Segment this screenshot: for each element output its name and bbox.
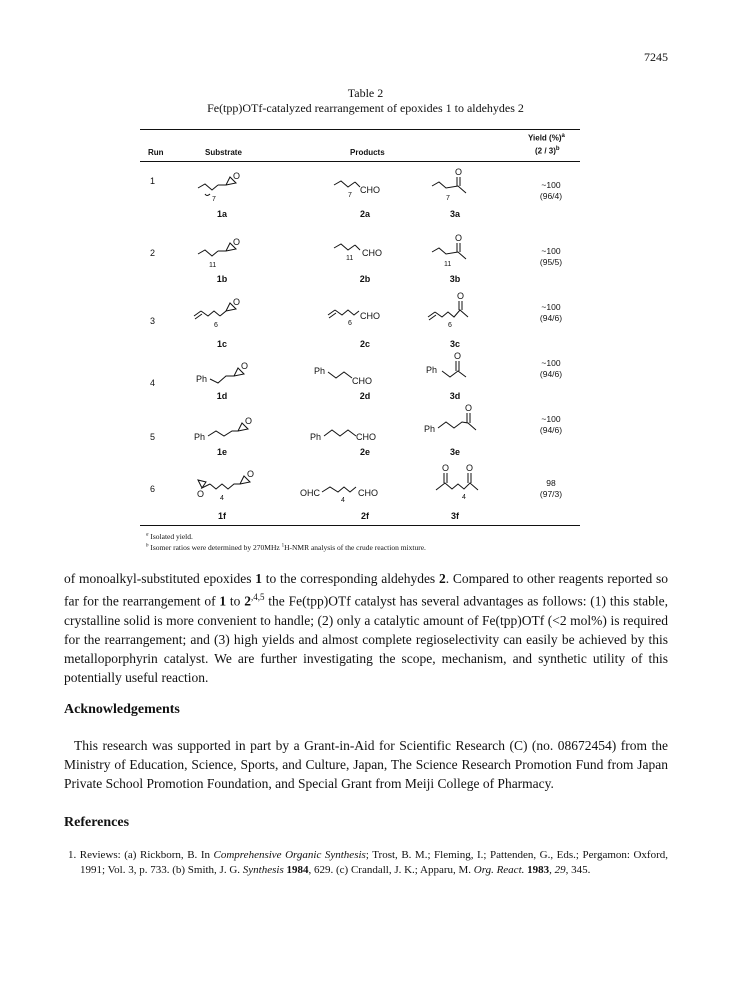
label-1a: 1a (216, 209, 227, 219)
label-1c: 1c (216, 339, 227, 349)
table-caption-text: Fe(tpp)OTf-catalyzed rearrangement of epoxides 1 to aldehydes 2 (207, 101, 524, 115)
svg-text:4: 4 (462, 494, 466, 501)
row4-run: 4 (150, 378, 156, 388)
label-2e: 2e (359, 447, 370, 457)
svg-text:CHO: CHO (358, 488, 378, 498)
substrate-1d-structure (194, 360, 250, 390)
svg-text:O: O (465, 403, 473, 413)
aldehyde-2c-structure (326, 305, 392, 335)
substrate-1f-structure (196, 470, 256, 506)
row3-yield: ~100 (94/6) (539, 302, 563, 323)
row5-run: 5 (150, 432, 156, 442)
footnote-a: $^a$ Isolated yield. (146, 532, 193, 541)
label-3c: 3c (449, 339, 460, 349)
header-run: Run (148, 148, 164, 157)
svg-text:Ph: Ph (194, 432, 206, 442)
svg-text:4: 4 (220, 495, 224, 502)
ketone-3f-structure (422, 462, 494, 506)
label-3e: 3e (449, 447, 460, 457)
ketone-3b-structure (430, 232, 485, 272)
svg-text:O: O (247, 469, 255, 479)
ketone-3c-structure (426, 290, 484, 330)
svg-text:Ph: Ph (426, 365, 438, 375)
ketone-3a-structure (430, 166, 485, 206)
page-number: 7245 (644, 50, 668, 64)
acknowledgements-heading: Acknowledgements (64, 702, 180, 717)
svg-text:O: O (241, 361, 249, 371)
row4-yield: ~100 (94/6) (539, 358, 563, 379)
footnote-b: $^b$ Isomer ratios were determined by 270MHz $^1$H-NMR analysis of the crude reaction mixture. (146, 543, 426, 552)
svg-text:O: O (442, 463, 450, 473)
svg-text:CHO: CHO (360, 311, 380, 321)
svg-text:O: O (233, 297, 241, 307)
aldehyde-2e-structure (308, 420, 388, 446)
aldehyde-2d-structure (312, 364, 382, 390)
label-1d: 1d (216, 391, 228, 401)
header-yield: Yield (%)$^a$ (528, 133, 565, 143)
svg-text:O: O (466, 463, 474, 473)
svg-text:7: 7 (446, 195, 450, 202)
reference-1: 1. Reviews: (a) Rickborn, B. In Comprehensive Organic Synthesis; Trost, B. M.; Fleming, I.; Pattenden, G., Eds.; Pergamon: Oxford, 1991; Vol. 3, p. 733. (b) Smith, J. G. Synthesis 1984, 629. (c) Crandall, J. K.; Apparu, M. Org. React. 1983, 29, 345. (68, 849, 668, 876)
label-1f: 1f (217, 511, 226, 521)
label-3a: 3a (449, 209, 460, 219)
row6-run: 6 (150, 484, 156, 494)
label-2c: 2c (359, 339, 370, 349)
substrate-1b-structure (196, 238, 246, 272)
svg-text:6: 6 (448, 322, 452, 329)
svg-text:O: O (233, 171, 241, 181)
ketone-3e-structure (422, 402, 492, 442)
label-3f: 3f (450, 511, 459, 521)
svg-text:Ph: Ph (424, 424, 436, 434)
svg-text:4: 4 (341, 497, 345, 504)
aldehyde-2b-structure (332, 243, 392, 273)
svg-text:Ph: Ph (314, 366, 326, 376)
table-caption-title: Table 2 (347, 86, 384, 100)
svg-text:CHO: CHO (356, 432, 376, 442)
svg-text:O: O (233, 237, 241, 247)
table-bottom-rule (140, 525, 580, 526)
svg-text:CHO: CHO (360, 185, 380, 195)
row2-yield: ~100 (95/5) (539, 246, 563, 267)
substrate-1e-structure (192, 412, 258, 446)
references-heading: References (64, 815, 130, 830)
substrate-1a-structure (196, 172, 246, 206)
row6-yield: 98 (97/3) (539, 478, 563, 499)
svg-text:O: O (197, 489, 205, 499)
table-header-rule (140, 161, 580, 162)
svg-text:O: O (454, 351, 462, 361)
aldehyde-2a-structure (332, 180, 392, 210)
acknowledgements-text: This research was supported in part by a Grant-in-Aid for Scientific Research (C) (no. 08672454) from the Ministry of Education, Science, Sports, and Culture, Japan, The Science Research Promotion Fund from Japan Private School Promotion Foundation, and Special Grant from Meiji College of Pharmacy. (64, 738, 668, 791)
ketone-3d-structure (424, 350, 486, 386)
svg-text:Ph: Ph (310, 432, 322, 442)
label-1e: 1e (216, 447, 227, 457)
label-3b: 3b (449, 274, 461, 284)
svg-text:O: O (245, 416, 253, 426)
row2-run: 2 (150, 248, 156, 258)
substrate-1c-structure (192, 298, 248, 332)
label-1b: 1b (216, 274, 228, 284)
svg-text:6: 6 (348, 320, 352, 327)
svg-text:O: O (455, 233, 463, 243)
svg-text:11: 11 (209, 262, 217, 269)
svg-text:11: 11 (444, 261, 452, 268)
header-ratio: (2 / 3)$^b$ (535, 146, 560, 156)
label-2a: 2a (359, 209, 370, 219)
row3-run: 3 (150, 316, 156, 326)
svg-text:Ph: Ph (196, 374, 208, 384)
svg-text:CHO: CHO (352, 376, 372, 386)
label-2d: 2d (359, 391, 371, 401)
header-substrate: Substrate (205, 148, 242, 157)
label-3d: 3d (449, 391, 461, 401)
row5-yield: ~100 (94/6) (539, 414, 563, 435)
svg-text:O: O (455, 167, 463, 177)
svg-text:11: 11 (346, 255, 354, 262)
body-paragraph: of monoalkyl-substituted epoxides 1 to the corresponding aldehydes 2. Compared to other reagents reported so far for the rearrangement of 1 to $2^{,4,5}$ the Fe(tpp)OTf catalyst has several advantages as follows: (1) this stable, crystalline solid is more convenient to handle; (2) only a catalytic amount of Fe(tpp)OTf (<2 mol%) is required for the rearrangement; and (3) high yields and almost complete regioselectivity can easily be achieved by this metalloporphyrin catalyst. We are further investigating the scope, mechanism, and synthetic utility of this potentially useful reaction. (64, 571, 668, 685)
label-2f: 2f (360, 511, 369, 521)
svg-text:O: O (457, 291, 465, 301)
label-2b: 2b (359, 274, 371, 284)
svg-text:CHO: CHO (362, 248, 382, 258)
row1-run: 1 (150, 176, 156, 186)
svg-text:6: 6 (214, 322, 218, 329)
aldehyde-2f-structure (300, 478, 400, 508)
svg-text:7: 7 (212, 196, 216, 203)
svg-text:7: 7 (348, 192, 352, 199)
header-products: Products (350, 148, 385, 157)
row1-yield: ~100 (96/4) (539, 180, 563, 201)
svg-text:OHC: OHC (300, 488, 320, 498)
table-top-rule (140, 129, 580, 130)
